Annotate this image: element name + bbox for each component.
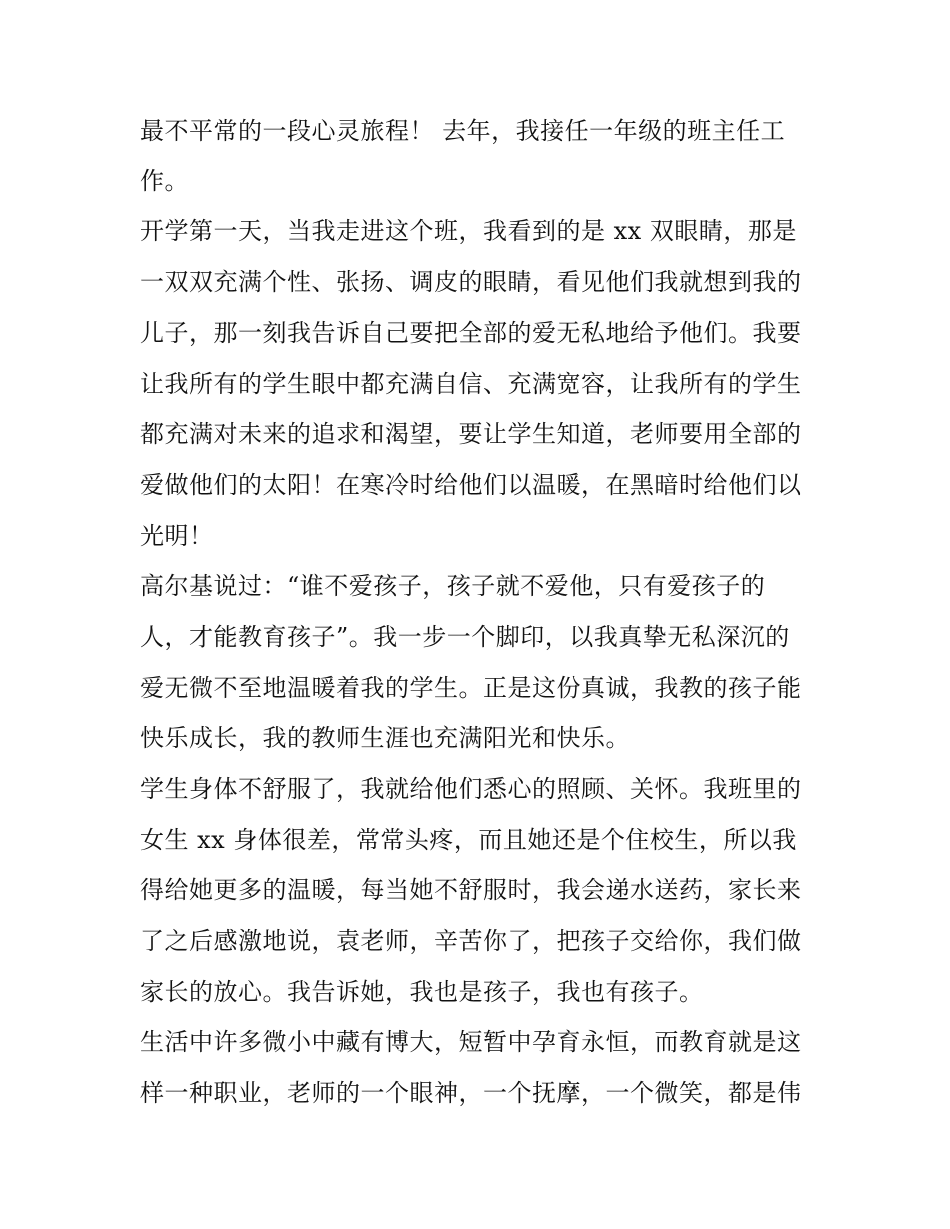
text-line: 爱做他们的太阳！在寒冷时给他们以温暖，在黑暗时给他们以 [140, 471, 802, 499]
text-line: 了之后感激地说，袁老师，辛苦你了，把孩子交给你，我们做 [140, 927, 802, 955]
text-line: 都充满对未来的追求和渴望，要让学生知道，老师要用全部的 [140, 420, 802, 448]
text-line: 高尔基说过：“谁不爱孩子，孩子就不爱他，只有爱孩子的 [140, 572, 766, 600]
text-line: 快乐成长，我的教师生涯也充满阳光和快乐。 [140, 724, 630, 752]
text-line: 人，才能教育孩子”。我一步一个脚印，以我真挚无私深沉的 [140, 623, 790, 651]
text-line: 爱无微不至地温暖着我的学生。正是这份真诚，我教的孩子能 [140, 674, 802, 702]
text-line: 得给她更多的温暖，每当她不舒服时，我会递水送药，家长来 [140, 876, 802, 904]
text-line: 样一种职业，老师的一个眼神，一个抚摩，一个微笑，都是伟 [140, 1079, 802, 1107]
text-line: 开学第一天，当我走进这个班，我看到的是 xx 双眼睛，那是 [140, 217, 797, 245]
text-line: 女生 xx 身体很差，常常头疼，而且她还是个住校生，所以我 [140, 826, 797, 854]
text-line: 让我所有的学生眼中都充满自信、充满宽容，让我所有的学生 [140, 370, 802, 398]
text-line: 光明！ [140, 522, 214, 550]
text-line: 儿子，那一刻我告诉自己要把全部的爱无私地给予他们。我要 [140, 319, 802, 347]
text-line: 家长的放心。我告诉她，我也是孩子，我也有孩子。 [140, 978, 704, 1006]
text-line: 一双双充满个性、张扬、调皮的眼睛，看见他们我就想到我的 [140, 268, 802, 296]
text-line: 最不平常的一段心灵旅程！ 去年，我接任一年级的班主任工 [140, 117, 786, 145]
text-line: 生活中许多微小中藏有博大，短暂中孕育永恒，而教育就是这 [140, 1028, 802, 1056]
text-line: 作。 [140, 167, 189, 195]
text-line: 学生身体不舒服了，我就给他们悉心的照顾、关怀。我班里的 [140, 775, 802, 803]
